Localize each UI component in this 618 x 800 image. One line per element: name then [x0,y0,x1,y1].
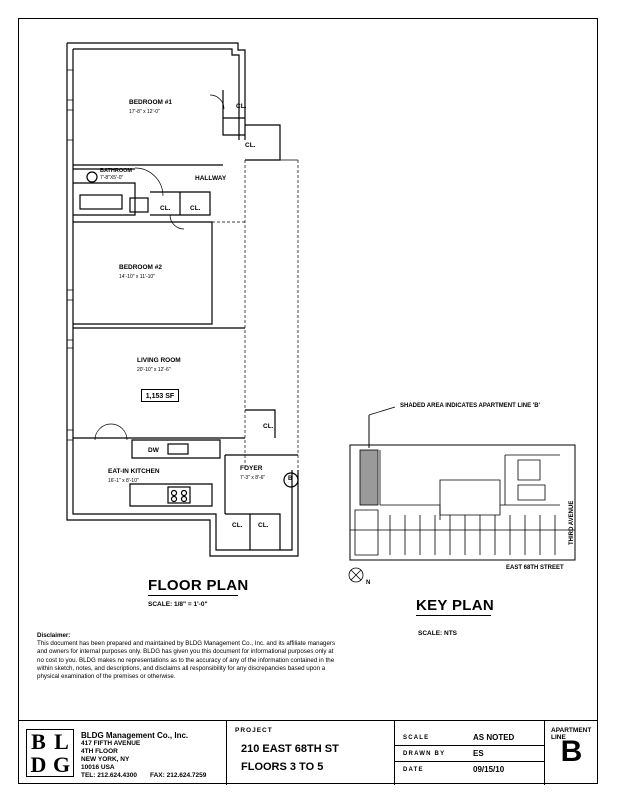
bldg-logo [26,729,74,777]
closet-label: CL. [232,522,243,529]
company-name: BLDG Management Co., Inc. [81,731,189,740]
details-divider [395,761,544,762]
logo-letter: D [30,752,47,777]
bedroom1-label: BEDROOM #1 [129,99,172,106]
title-block [18,720,598,785]
dishwasher-label: DW [148,447,159,454]
company-phone: TEL: 212.624.4300 [81,772,138,779]
key-plan-note: SHADED AREA INDICATES APARTMENT LINE 'B' [400,403,540,409]
kitchen-label: EAT-IN KITCHEN [108,468,160,475]
avenue-label: THIRD AVENUE [569,500,575,545]
disclaimer [37,632,337,681]
details-divider [395,745,544,746]
apartment-cell [544,721,598,785]
address-line: 4TH FLOOR [81,748,118,755]
company-cell [18,721,226,785]
date-value: 09/15/10 [473,765,505,774]
details-cell [394,721,544,785]
hallway-label: HALLWAY [195,175,227,182]
project-address: 210 EAST 68TH ST [241,743,339,755]
street-label: EAST 68TH STREET [506,565,564,571]
bathroom-label: BATHROOM [100,168,132,174]
scale-heading: SCALE [403,735,430,741]
key-plan-title: KEY PLAN [416,597,494,614]
closet-label: CL. [263,423,274,430]
closet-label: CL. [258,522,269,529]
key-plan-scale: SCALE: NTS [418,630,457,637]
project-heading: PROJECT [235,727,273,734]
bathroom-dimensions: 7'-8"X5'-0" [100,175,124,181]
apartment-line-heading: APARTMENT LINE [551,727,592,741]
closet-label: CL. [190,205,201,212]
company-address [81,740,140,772]
disclaimer-body: This document has been prepared and maintained by BLDG Management Co., Inc. and its affiliate managers and owners for internal purposes only. BLDG has given you this document for informational purposes only at no cost to you. BLDG makes no representations as to the accuracy of any of the information contained in the within sketch, notes, and descriptions, and disclaims all responsibility for any discrepancies based upon a physical examination of the premises or otherwise. [37,640,336,681]
entry-mark: B [288,476,293,482]
closet-label: CL. [160,205,171,212]
drawn-by-value: ES [473,749,484,758]
closet-label: CL. [245,142,256,149]
bedroom2-label: BEDROOM #2 [119,264,162,271]
project-floors: FLOORS 3 TO 5 [241,761,324,773]
project-cell [226,721,394,785]
date-heading: DATE [403,767,424,773]
floor-plan-title: FLOOR PLAN [148,577,249,594]
bedroom1-dimensions: 17'-8" x 12'-0" [129,109,160,115]
foyer-dimensions: 7'-3" x 8'-6" [240,475,266,481]
area-badge: 1,153 SF [141,389,179,402]
bedroom2-dimensions: 14'-10" x 11'-10" [119,274,155,280]
logo-letter: B [31,729,46,754]
address-line: NEW YORK, NY [81,756,130,763]
logo-letter: L [54,729,69,754]
company-fax: FAX: 212.624.7259 [150,772,207,779]
address-line: 417 FIFTH AVENUE [81,740,141,747]
scale-value: AS NOTED [473,733,515,742]
floor-plan-title-underline [148,595,238,596]
apartment-line-value: B [560,735,583,768]
disclaimer-heading: Disclaimer: [37,632,71,639]
logo-letter: G [52,752,71,777]
living-room-label: LIVING ROOM [137,357,181,364]
north-label: N [366,580,371,586]
foyer-label: FOYER [240,465,263,472]
address-line: 10016 USA [81,764,115,771]
drawn-by-heading: DRAWN BY [403,751,446,757]
floor-plan-scale: SCALE: 1/8" = 1'-0" [148,601,208,608]
key-plan-title-underline [416,615,491,616]
kitchen-dimensions: 16'-1" x 8'-10" [108,478,139,484]
closet-label: CL. [236,103,247,110]
living-room-dimensions: 20'-10" x 12'-6" [137,367,171,373]
